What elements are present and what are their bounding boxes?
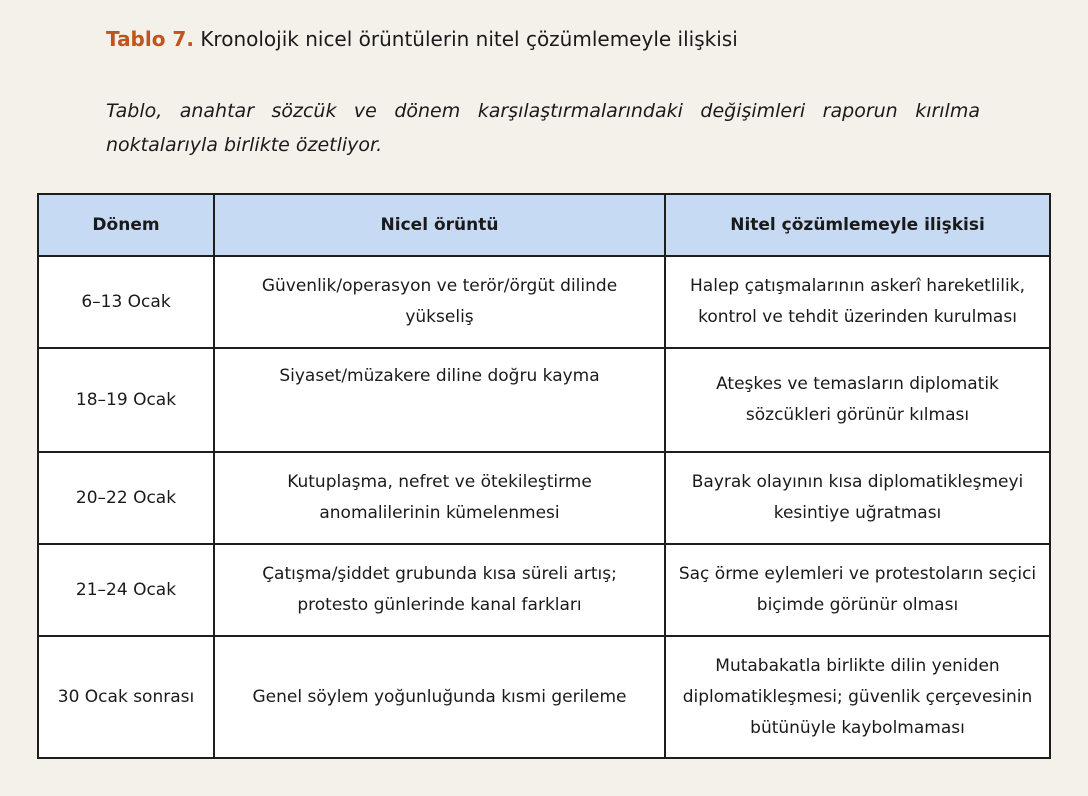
table-row [38,348,1050,452]
cell-period: 30 Ocak sonrası [38,636,214,758]
cell-period: 6–13 Ocak [38,256,214,348]
table-title: Kronolojik nicel örüntülerin nitel çözümlemeyle ilişkisi [200,27,738,51]
cell-quantitative: Siyaset/müzakere diline doğru kayma [214,348,665,452]
table-number: Tablo 7. [106,27,194,51]
cell-qualitative: Halep çatışmalarının askerî hareketlilik, kontrol ve tehdit üzerinden kurulması [665,256,1050,348]
table-caption [106,24,738,54]
table-description: Tablo, anahtar sözcük ve dönem karşılaştırmalarındaki değişimleri raporun kırılma noktalarıyla birlikte özetliyor. [106,100,980,156]
table-row [38,636,1050,758]
cell-qualitative: Bayrak olayının kısa diplomatikleşmeyi kesintiye uğratması [665,452,1050,544]
cell-period: 21–24 Ocak [38,544,214,636]
cell-period: 20–22 Ocak [38,452,214,544]
cell-quantitative: Güvenlik/operasyon ve terör/örgüt dilinde yükseliş [214,256,665,348]
header-quantitative: Nicel örüntü [214,194,665,256]
table-header-row [38,194,1050,256]
cell-qualitative: Saç örme eylemleri ve protestoların seçici biçimde görünür olması [665,544,1050,636]
cell-quantitative: Genel söylem yoğunluğunda kısmi gerileme [214,636,665,758]
table-row [38,544,1050,636]
cell-qualitative: Ateşkes ve temasların diplomatik sözcükleri görünür kılması [665,348,1050,452]
chronology-table [37,193,1051,759]
cell-quantitative: Çatışma/şiddet grubunda kısa süreli artış; protesto günlerinde kanal farkları [214,544,665,636]
header-period: Dönem [38,194,214,256]
table-row [38,452,1050,544]
cell-quantitative: Kutuplaşma, nefret ve ötekileştirme anomalilerinin kümelenmesi [214,452,665,544]
table-row [38,256,1050,348]
cell-period: 18–19 Ocak [38,348,214,452]
header-qualitative: Nitel çözümlemeyle ilişkisi [665,194,1050,256]
cell-qualitative: Mutabakatla birlikte dilin yeniden diplomatikleşmesi; güvenlik çerçevesinin bütünüyle kaybolmaması [665,636,1050,758]
